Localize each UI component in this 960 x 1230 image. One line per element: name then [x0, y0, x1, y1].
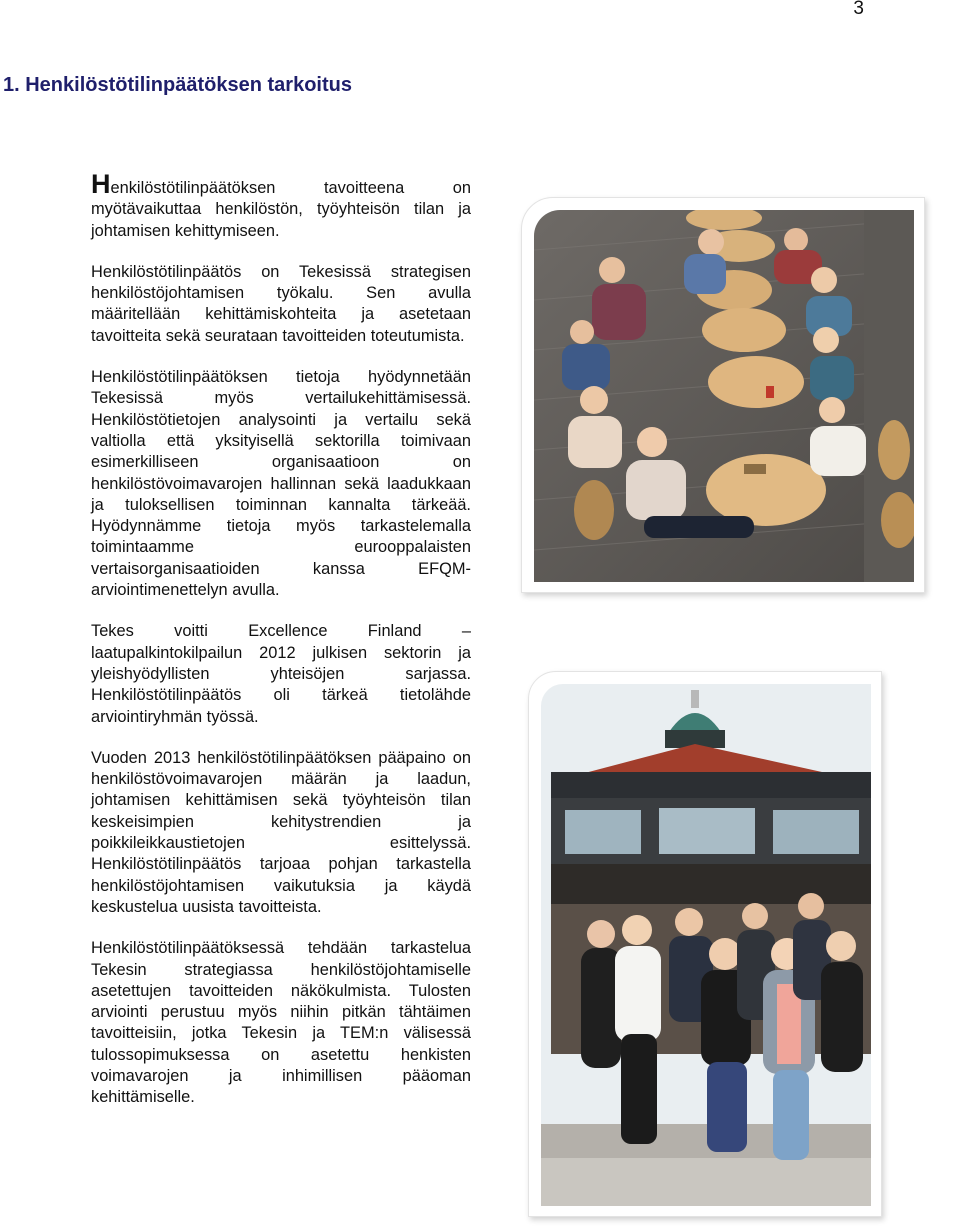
paragraph-4: Tekes voitti Excellence Finland –laatupalkintokilpailun 2012 julkisen sektorin ja yleishyödyllisten yhteisöjen sarjassa. Henkilöstötilinpäätös oli tärkeä tietolähde arviointiryhmän työssä. [91, 622, 471, 726]
photo-frame-building [528, 671, 882, 1217]
cafeteria-group-photo [534, 210, 914, 582]
building-photo-illustration [541, 684, 871, 1206]
drop-cap: H [91, 169, 111, 199]
paragraph-3: Henkilöstötilinpäätöksen tietoja hyödynnetään Tekesissä myös vertailukehittämisessä. Henkilöstötietojen analysointi ja vertailu sekä valtiolla että yksityisellä sektorilla toimivaan esimerkilliseen organisaatioon on henkilöstövoimavarojen hallinnan sekä laadukkaan ja tuloksellisen toiminnan kannalta tärkeää. Hyödynnämme tietoja myös tarkastelemalla toimintaamme eurooppalaisten vertaisorganisaatioiden kanssa EFQM-arviointimenettelyn avulla. [91, 368, 471, 600]
section-heading: 1. Henkilöstötilinpäätöksen tarkoitus [3, 74, 352, 96]
building-group-photo [541, 684, 871, 1206]
cafeteria-photo-illustration [534, 210, 914, 582]
page-number: 3 [853, 0, 864, 19]
photo-frame-cafeteria [521, 197, 925, 593]
paragraph-6: Henkilöstötilinpäätöksessä tehdään tarkastelua Tekesin strategiassa henkilöstöjohtamiselle asetettujen tavoitteiden näkökulmista. Tulosten arviointi perustuu myös niihin pitkän tähtäimen tavoitteisiin, jotka Tekesin ja TEM:n välisessä tulossopimuksessa on asetettu henkisten voimavarojen ja inhimillisen pääoman kehittämiselle. [91, 939, 471, 1107]
paragraph-5: Vuoden 2013 henkilöstötilinpäätöksen pääpaino on henkilöstövoimavarojen määrän ja laadun, johtamisen kehittämisen sekä työyhteisön tilan keskeisimpien kehitystrendien ja poikkileikkaustietojen esittelyssä. Henkilöstötilinpäätös tarjoaa pohjan tarkastella henkilöstöjohtamisen vaikutuksia ja käydä keskustelua uusista tavoitteista. [91, 748, 471, 916]
paragraph-1-text: enkilöstötilinpäätöksen tavoitteena on myötävaikuttaa henkilöstön, työyhteisön tilan ja johtamisen kehittymiseen. [91, 179, 471, 240]
paragraph-1 [91, 169, 471, 242]
paragraph-2: Henkilöstötilinpäätös on Tekesissä strategisen henkilöstöjohtamisen työkalu. Sen avulla määritellään kehittämiskohteita ja asetetaan tavoitteita sekä seurataan tavoitteiden toteutumista. [91, 262, 471, 345]
body-text [91, 169, 471, 1129]
